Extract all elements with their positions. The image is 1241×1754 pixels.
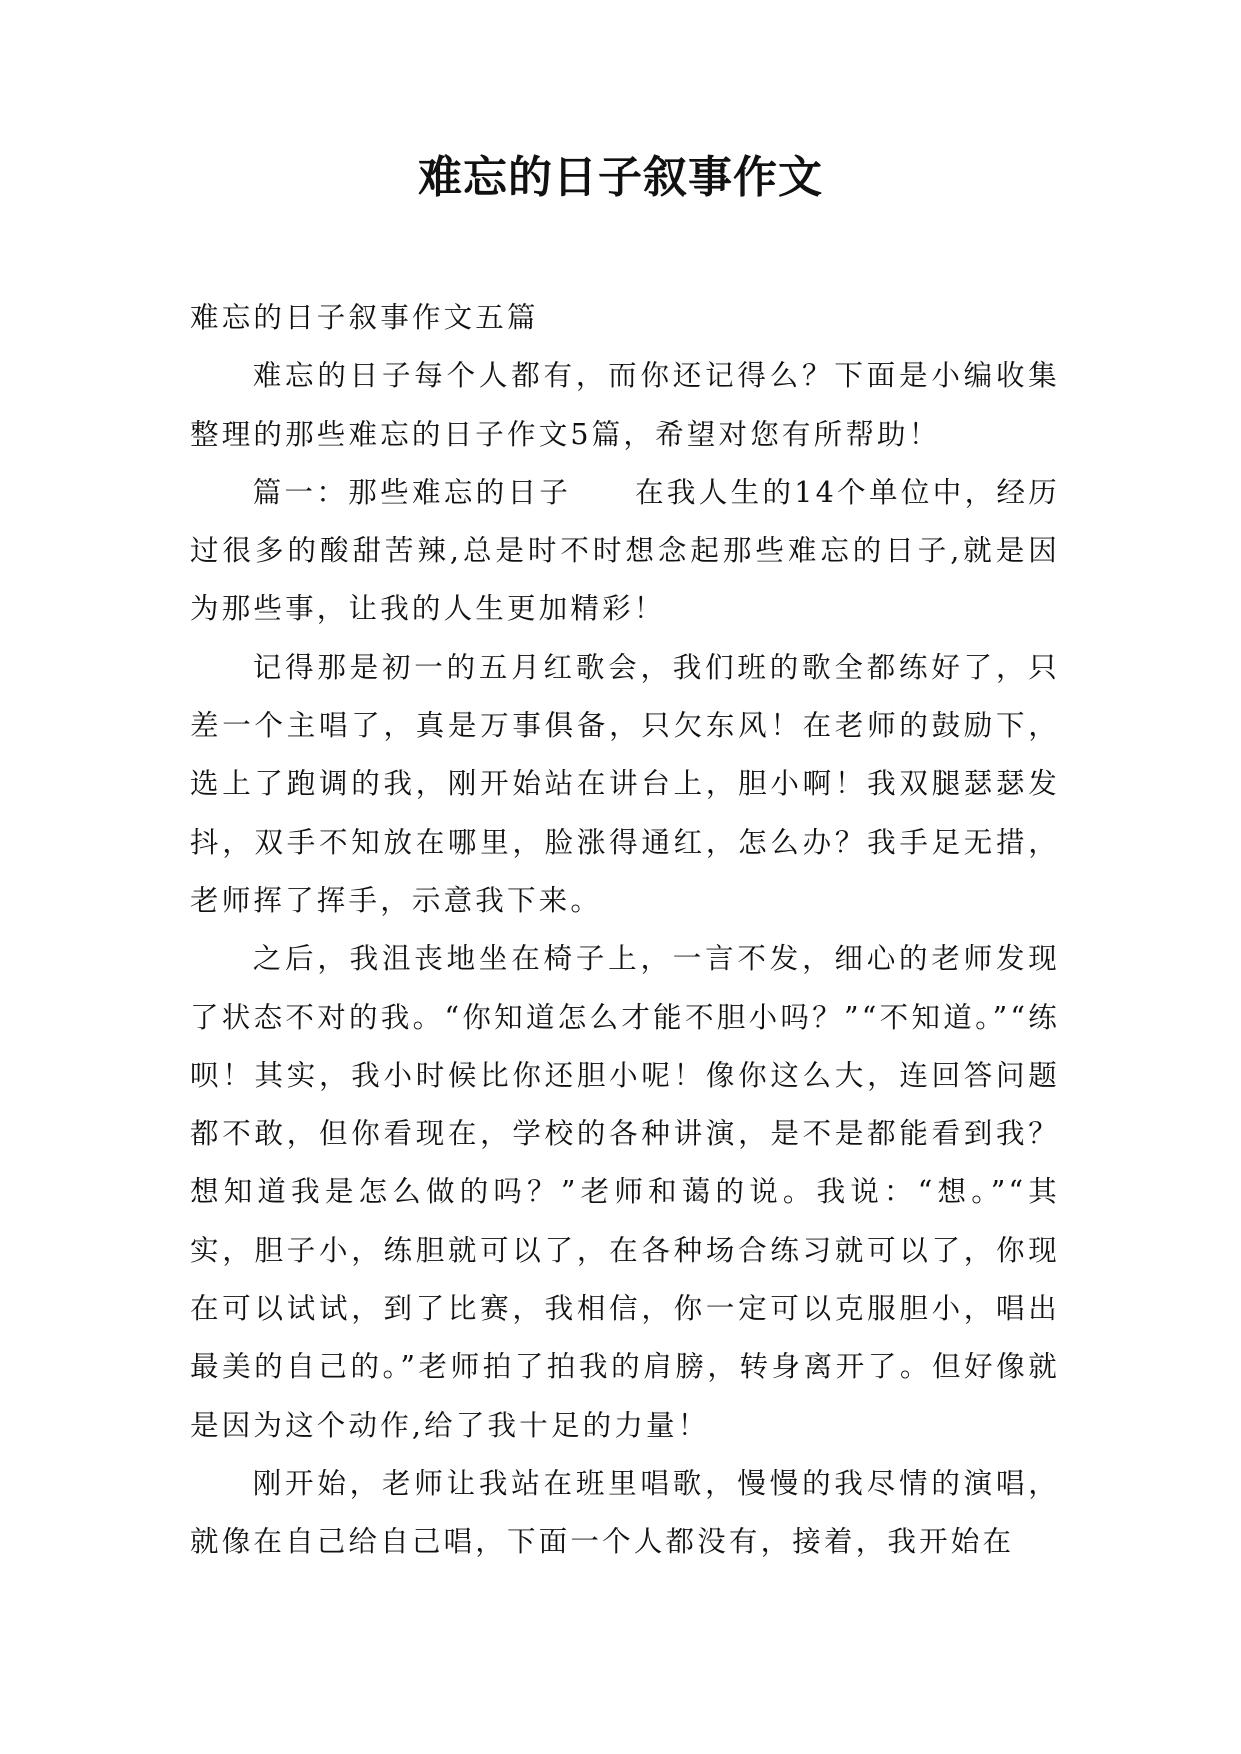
paragraph-chapter-one-opening: 篇一：那些难忘的日子 在我人生的14个单位中，经历过很多的酸甜苦辣,总是时不时想念起那些难忘的日子,就是因为那些事，让我的人生更加精彩！ — [190, 475, 1060, 626]
paragraph-practice: 刚开始，老师让我站在班里唱歌，慢慢的我尽情的演唱，就像在自己给自己唱，下面一个人都没有，接着，我开始在 — [190, 1466, 1060, 1559]
paragraph-intro: 难忘的日子每个人都有，而你还记得么？下面是小编收集整理的那些难忘的日子作文5篇，希望对您有所帮助！ — [190, 359, 1060, 451]
document-subtitle: 难忘的日子叙事作文五篇 — [190, 301, 539, 334]
paragraph-teacher-talk: 之后，我沮丧地坐在椅子上，一言不发，细心的老师发现了状态不对的我。“你知道怎么才能不胆小吗？”“不知道。”“练呗！其实，我小时候比你还胆小呢！像你这么大，连回答问题都不敢，但你看现在，学校的各种讲演，是不是都能看到我？想知道我是怎么做的吗？”老师和蔼的说。我说：“想。”“其实，胆子小，练胆就可以了，在各种场合练习就可以了，你现在可以试试，到了比赛，我相信，你一定可以克服胆小，唱出最美的自己的。”老师拍了拍我的肩膀，转身离开了。但好像就是因为这个动作,给了我十足的力量！ — [190, 942, 1060, 1442]
document-title: 难忘的日子叙事作文 — [418, 152, 823, 203]
document-body — [190, 289, 1060, 1572]
paragraph-song-contest: 记得那是初一的五月红歌会，我们班的歌全都练好了，只差一个主唱了，真是万事俱备，只欠东风！在老师的鼓励下，选上了跑调的我，刚开始站在讲台上，胆小啊！我双腿瑟瑟发抖，双手不知放在哪里，脸涨得通红，怎么办？我手足无措，老师挥了挥手，示意我下来。 — [190, 650, 1060, 917]
